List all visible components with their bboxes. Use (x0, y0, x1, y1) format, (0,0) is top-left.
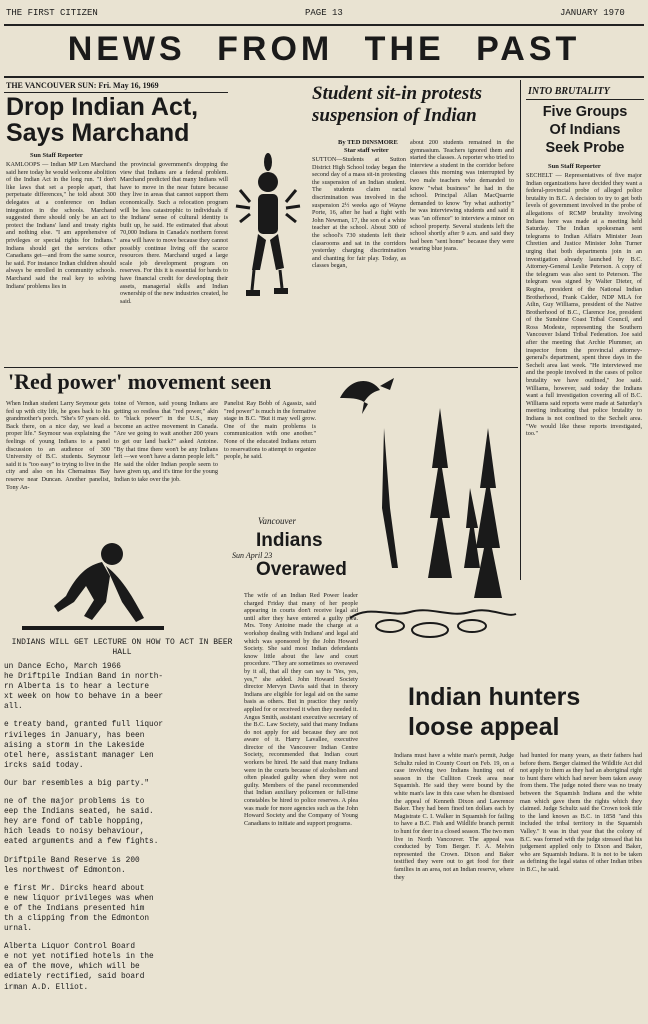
page-banner: NEWS FROM THE PAST (67, 30, 581, 68)
article-headline: Five Groups Of Indians Seek Probe (542, 104, 628, 156)
text-line: e not yet notified hotels in the (4, 953, 154, 962)
article-column: toine of Vernon, said young Indians are getting so restless that "red power," akin to "black power" in the U.S., may become an active movement in Canada. "Are we going to wait another 200 years to get our land back?" asked Antoine. "By that time there won't be any Indians left —we won't have a damn people left." He said the older Indian people seem to have given up, and it's time for the young Indian to take over the job. (114, 400, 218, 483)
text-line: e new liquor privileges was when (4, 894, 154, 903)
text-line (4, 848, 242, 856)
text-line: ea of the move, which will be (4, 963, 140, 972)
article-column: The wife of an Indian Red Power leader charged Friday that many of her people appearing in courts don't receive legal aid until after they have entered a guilty plea. Mrs. Tony Antoine made the charge at a workshop dealing with Indians' and legal aid which was sponsored by the John Howard Society. She said most Indian defendants know little about the law and court procedure. "They are sometimes so overawed by it all, that all they can say is 'Yes, yes, yes,'" she added. John Howard Society director Mervyn Davis said that in theory Indians are eligible for legal aid on the same basis as others. But in practice they rarely applied for or received it when they needed it. Angus Smith, assistant executive secretary of the B.C. Law Society, said that many Indians do not apply for aid because they are not aware of it. Harry Lavallee, executive director of the Vancouver Indian Centre Society, recommended that Indian court workers be hired. He said that many Indians were in the courts because of alcoholism and often pleaded guilty when they were not guilty. Members of the panel recommended that Indian auxiliary policemen or full-time constables be hired to police reserves. A plea was made for more agencies such as the John Howard Society and the Company of Young Canadians to initiate and support programs. (244, 592, 358, 827)
text-line: th a clipping from the Edmonton (4, 914, 150, 923)
text-line: ircks said today. (4, 761, 84, 770)
article-headline: INDIANS WILL GET LECTURE ON HOW TO ACT IN BEER HALL (11, 638, 233, 657)
divider (520, 80, 521, 580)
article-column: Indians must have a white man's permit, Judge Schultz ruled in County Court on Feb. 19, on a case involving two Indians hunting out of season in the Culliton Creek area near Squamish. He said they were bound by the white man's law in this case when he dismissed the appeal of Kenneth Dixon and Lawrence Baker. They had been fined ten dollars each by Magistrate C. I. Walker in Squamish for failing to have a B.C. Fish and Wildlife branch permit to hunt for deer in a closed season. The two men live in North Vancouver. The appeal was conducted by Tom Berger. F. A. Melvin represented the Crown. Dixon and Baker testified they were out to get food for their families in an area, not an Indian reserve, where they (394, 752, 514, 881)
text-line: otel here, assistant manager Len (4, 751, 154, 760)
text-line: all. (4, 703, 23, 712)
text-line: e of the Indians presented him (4, 904, 145, 913)
text-line: hey are fond of table hopping, (4, 818, 145, 827)
text-line: urnal. (4, 925, 33, 934)
text-line: e treaty band, granted full liquor (4, 721, 164, 730)
article-headline: Drop Indian Act, Says Marchand (6, 93, 199, 147)
article-column: When Indian student Larry Seymour gets fed up with city life, he goes back to his grandmother's porch. "She's 97 years old. Back there, on a nice day, we lead a proper life." Seymour was explaining the feelings of young Indians to a panel discussion to an audience of 300 University of B.C. students. Seymour said it is "too easy" to trying to live in the city and also on his Chemainus Bay reserve near Duncan. Another panelist, Tony An- (6, 400, 110, 491)
text-line: les northwest of Edmonton. (4, 866, 126, 875)
text-line: Alberta Liquor Control Board (4, 943, 136, 952)
dancer-illustration (232, 150, 304, 310)
article-column: SECHELT — Representatives of five major Indian organizations have decided they want a federal-provincial probe of alleged police brutality in B.C. A decision to try to get both levels of government involved in the probe of allegations of RCMP brutality involving Indians here was made at a meeting held Saturday. The Indian spokesman sent telegrams to Indian Affairs Minister Jean Chretien and Justice Minister John Turner urging that both departments join in an investigation already launched by B.C. Attorney-General Leslie Peterson. A copy of the telegram was also sent to Peterson. The telegram was signed by Walter Dieter, of Regina, president of the National Indian Brotherhood, Frank Calder, NDP MLA for Atlin, Guy Williams, president of the Native Brotherhood of B.C., Clarence Joe, president of the Sunshine Coast Tribal Council, and Ross Modeste, representing the Southern Vancouver Island Tribal Federation. Joe said after the meeting that Archie Plummer, an inspector from the provincial attorney-general's department, spent three days in the Sechelt area last week. "He interviewed me and the people involved in the cases of police brutality we have outlined," Joe said. Williams, however, said today the Indians want a full investigation covering all of B.C. Williams said reports were made at Saturday's meeting indicating that police brutality to Indians is not confined to the Sechelt area. "We would like these reports investigated, too." (526, 172, 642, 438)
text-line: rn Alberta is to hear a lecture (4, 683, 150, 692)
article-column: the provincial government's dropping the view that Indians are a federal problem. Marchand predicted that many Indians will have to move in the near future because they live in areas that cannot support them economically. Such a relocation program will be less catastrophic to individuals if the Indians' sense of cultural identity is built up, he said. He estimated that about 70,000 Indians in Canada's northern forest area will have to move because they cannot possibly continue living off the scarce resources there. Marchand urged a large scale job development program on reserves. For this it is essential for bands to have financial credit for developing their assets, managerial skills and Indian ownership of the new industries created, he said. (120, 161, 228, 305)
text-line: aising a storm in the Lakeside (4, 741, 145, 750)
page-number: PAGE 13 (305, 8, 343, 18)
article-body (4, 662, 242, 993)
text-line: eated arguments and a few fights. (4, 838, 159, 847)
article-dateline: THE VANCOUVER SUN: Fri. May 16, 1969 (6, 81, 159, 90)
text-line: Our bar resembles a big party." (4, 779, 150, 788)
article-kicker: INTO BRUTALITY (528, 86, 610, 97)
kneeling-figure-illustration (14, 540, 164, 635)
article-headline: Indian hunters loose appeal (408, 683, 581, 741)
text-line (4, 789, 242, 797)
text-line: eep the Indians seated, he said. (4, 808, 154, 817)
article-column: Panelist Ray Bobb of Agassiz, said "red power" is much in the formative stage in B.C. "But it may well grow. One of the main problems is communication with one another." None of the educated Indians return to reservations to attempt to organize people, he said. (224, 400, 316, 461)
text-line (4, 876, 242, 884)
article-column: KAMLOOPS — Indian MP Len Marchand said here today he would welcome abolition of the Indian Act in the long run. "I don't like laws that set a people apart, that perpetuate differences," he told about 300 delegates at a conference on Indian integration in the schools. Marchand suggested there should only be an act to protect the Indians' land and treaty rights and nothing else. "I am apprehensive of privileges or special rights for Indians." Indians should get the services other Canadians get—and from the same source, he said. For instance Indian children should always be enrolled in community schools. Marchand said the real key to solving Indians' problems lies in (6, 161, 116, 290)
text-line: irman A.D. Elliot. (4, 983, 89, 992)
text-line (4, 712, 242, 720)
text-line: ediately rectified, said board (4, 973, 145, 982)
text-line: xt week on how to behave in a beer (4, 693, 164, 702)
article-byline: By TED DINSMORE (338, 139, 398, 146)
article-byline: Sun Staff Reporter (548, 163, 601, 170)
article-column: had hunted for many years, as their fathers had before them. Berger claimed the Wildlife Act did not apply to them as they had an aboriginal right to hunt there which had never been taken away from them. The judge noted there was no treaty between the Squamish Indians and the white man which gave them the rights which they claimed. Judge Schultz said the Crown took title to the land known as B.C. in 1858 "and this included the tribal territory in the Squamish Valley." It was in that year that the colony of B.C. was formed with the judge stressed that his judgement applied only to Dixon and Baker, who are Squamish Indians. It is not to be taken as defining the legal status of other Indian tribes in B.C., he said. (520, 752, 642, 873)
article-column: about 200 students remained in the gymnasium. Teachers ignored them and started the classes. A reporter who tried to interview a student in the corridor before classes this morning was interrupted by two male teachers who demanded to know "what business" he had in the school. Principal Allan MacQuarrie demanded to know "by what authority" he was interviewing students and said it was "an offence" to interview a minor on school property. Several students left the school shortly after 9 a.m. and said they had been "sent home" because they were wearing blue jeans. (410, 139, 514, 253)
text-line: un Dance Echo, March 1966 (4, 663, 121, 671)
article-byline: Sun Staff Reporter (30, 152, 83, 159)
text-line: rivileges in January, has been (4, 731, 145, 740)
article-byline: Star staff writer (344, 147, 389, 154)
article-column: SUTTON—Students at Sutton District High School today began the second day of a mass sit-in protesting the suspension of an Indian student. The students claim racial discrimination was involved in the suspension 2½ weeks ago of Wayne Porte, 16, after he had a fight with John Newman, 17, the son of a white teacher at the school. About 300 of the school's 730 students left their classrooms and sat in the corridors yesterday charging discrimination and chanting for fair play. Today, as classes began, (312, 156, 406, 270)
divider (4, 76, 644, 78)
article-headline: 'Red power' movement seen (8, 369, 272, 394)
divider (526, 99, 644, 100)
article-headline: Indians (256, 530, 323, 551)
paper-name: THE FIRST CITIZEN (6, 8, 98, 18)
text-line: he Driftpile Indian Band in north- (4, 673, 164, 682)
handwritten-date: Sun April 23 (232, 551, 273, 560)
text-line (4, 771, 242, 779)
article-headline: Overawed (256, 559, 347, 580)
text-line: Driftpile Band Reserve is 200 (4, 856, 140, 865)
text-line (4, 934, 242, 942)
text-line: e first Mr. Dircks heard about (4, 884, 145, 893)
text-line: ne of the major problems is to (4, 798, 145, 807)
issue-date: JANUARY 1970 (560, 8, 625, 18)
article-headline: Student sit-in protests suspension of Indian (312, 83, 482, 126)
handwritten-source: Vancouver (258, 516, 296, 526)
text-line: hich leads to noisy behaviour, (4, 828, 145, 837)
divider (4, 24, 644, 26)
